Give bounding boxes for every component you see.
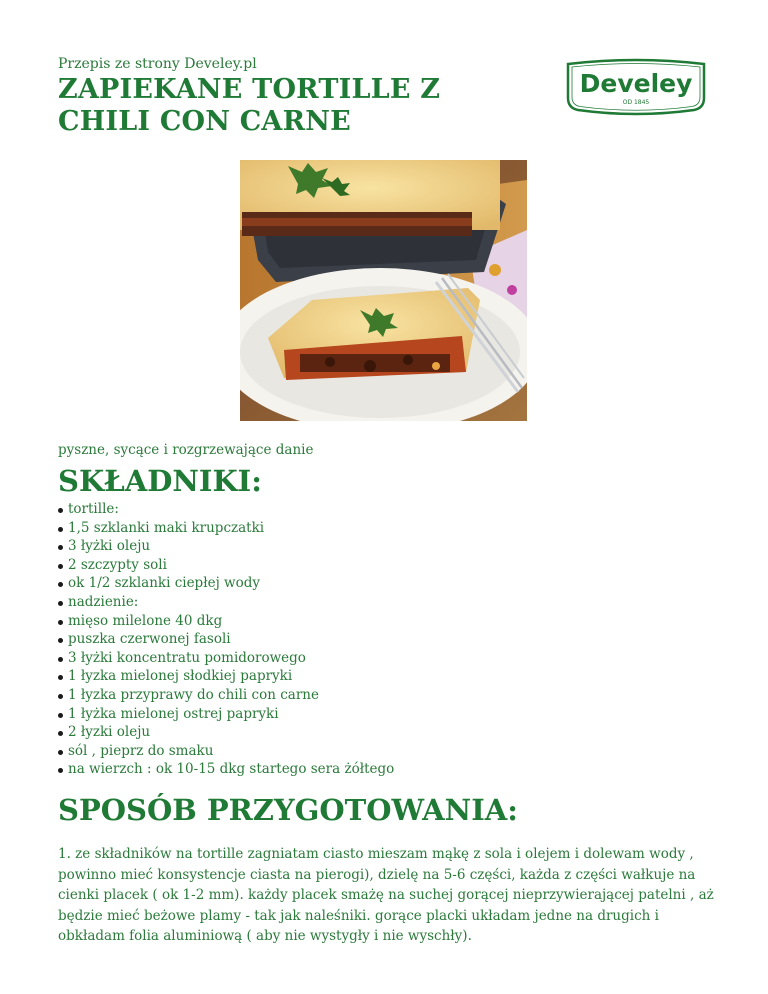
ingredient-item: nadzienie: bbox=[58, 593, 394, 612]
ingredient-item: sól , pieprz do smaku bbox=[58, 742, 394, 761]
ingredient-item: 1,5 szklanki maki krupczatki bbox=[58, 519, 394, 538]
recipe-photo bbox=[240, 160, 527, 421]
ingredient-item: mięso milelone 40 dkg bbox=[58, 612, 394, 631]
method-heading: SPOSÓB PRZYGOTOWANIA: bbox=[58, 793, 518, 827]
method-text: 1. ze składników na tortille zagniatam ciasto mieszam mąkę z sola i olejem i dolewam wody , powinno mieć konsystencje ciasta na pierogi), dzielę na 5-6 części, każda z części wałkuje na cienki placek ( ok 1-2 mm). każdy placek smażę na suchej gorącej nieprzywierającej patelni , aż będzie mieć beżowe plamy - tak jak naleśniki. gorące placki układam jedne na drugich i obkładam folia aluminiową ( aby nie wystygły i nie wyschły). bbox=[58, 846, 714, 944]
recipe-subtitle: pyszne, sycące i rozgrzewające danie bbox=[58, 442, 314, 458]
develey-logo bbox=[562, 58, 710, 116]
ingredient-item: 3 łyżki koncentratu pomidorowego bbox=[58, 649, 394, 668]
ingredients-heading: SKŁADNIKI: bbox=[58, 464, 262, 498]
ingredient-item: 1 łyżka mielonej ostrej papryki bbox=[58, 705, 394, 724]
ingredient-item: 3 łyżki oleju bbox=[58, 537, 394, 556]
logo-brand: Develey bbox=[579, 69, 693, 98]
ingredient-item: na wierzch : ok 10-15 dkg startego sera żółtego bbox=[58, 760, 394, 779]
ingredient-item: ok 1/2 szklanki ciepłej wody bbox=[58, 574, 394, 593]
source-line: Przepis ze strony Develey.pl bbox=[58, 56, 257, 72]
ingredient-item: 1 łyzka przyprawy do chili con carne bbox=[58, 686, 394, 705]
ingredient-item: 2 łyzki oleju bbox=[58, 723, 394, 742]
ingredients-list bbox=[58, 500, 394, 779]
logo-since: OD 1845 bbox=[622, 99, 650, 106]
ingredient-item: 2 szczypty soli bbox=[58, 556, 394, 575]
ingredient-item: puszka czerwonej fasoli bbox=[58, 630, 394, 649]
ingredient-item: 1 łyzka mielonej słodkiej papryki bbox=[58, 667, 394, 686]
recipe-title: ZAPIEKANE TORTILLE Z CHILI CON CARNE bbox=[58, 74, 441, 137]
ingredient-item: tortille: bbox=[58, 500, 394, 519]
